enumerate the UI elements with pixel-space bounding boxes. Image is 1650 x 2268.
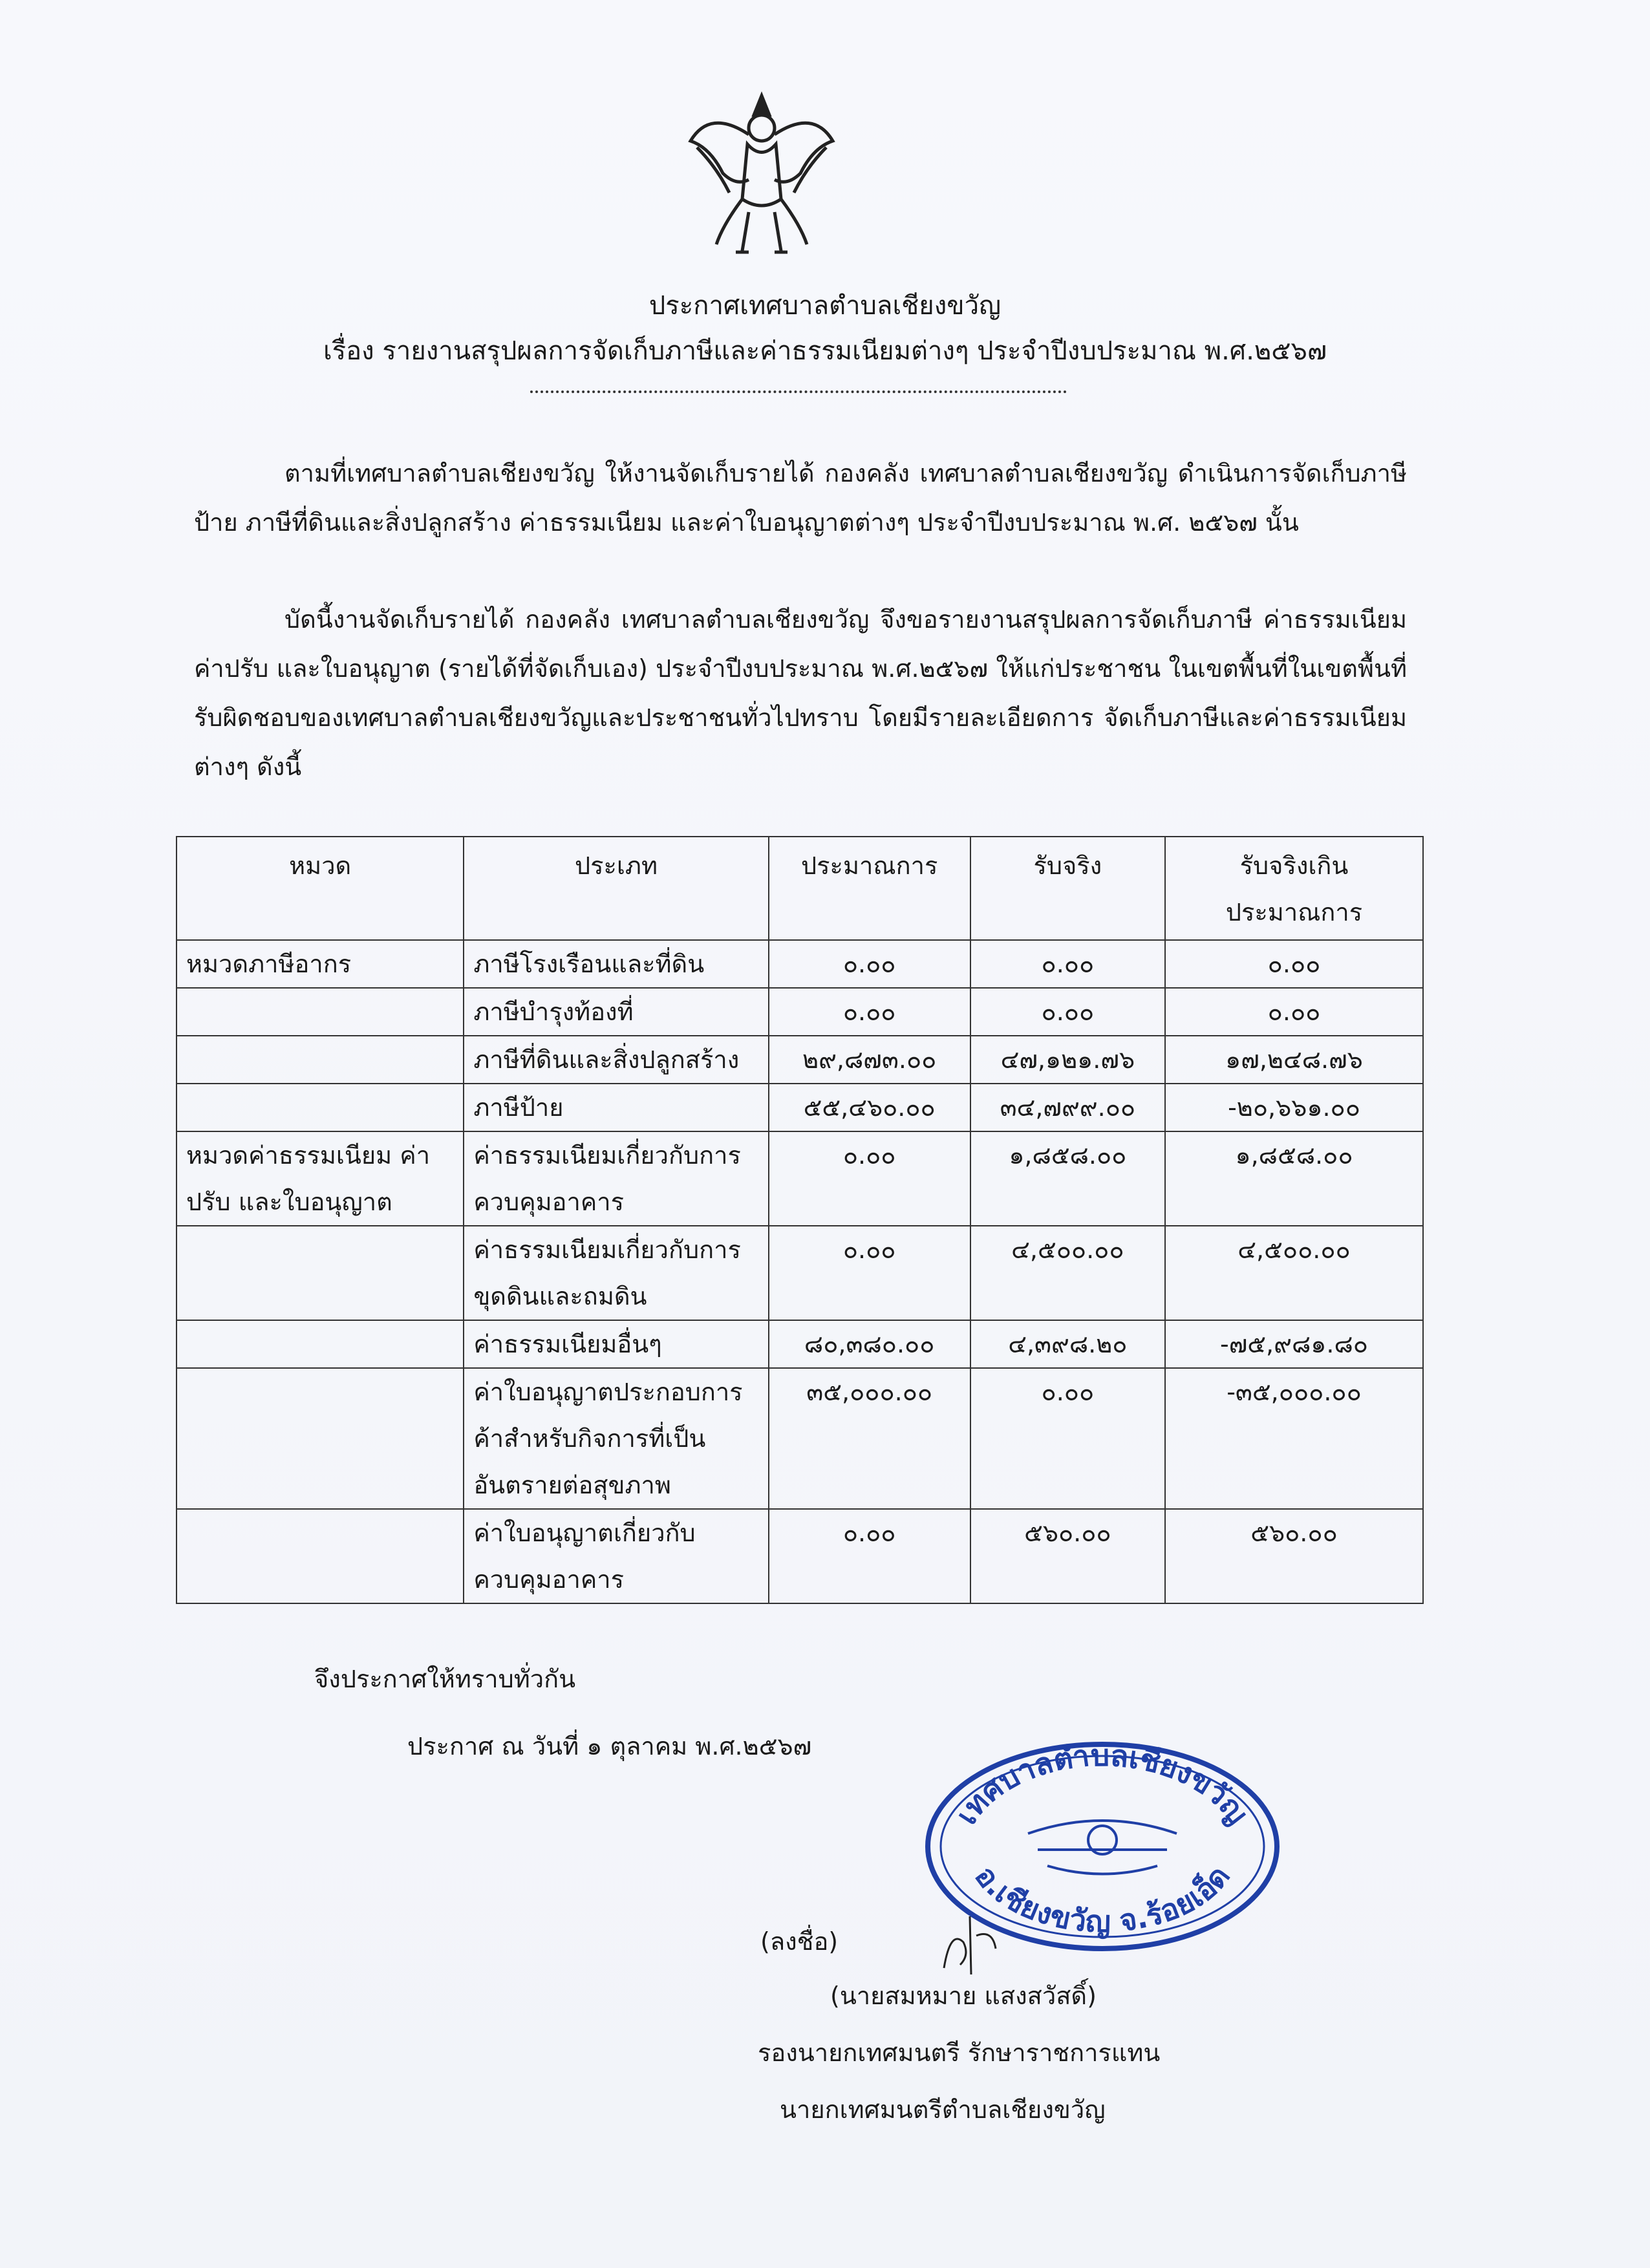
row-type: ภาษีที่ดินและสิ่งปลูกสร้าง [464, 1036, 768, 1084]
row-estimate: ๘๐,๓๘๐.๐๐ [769, 1320, 970, 1368]
table-row [177, 1131, 1423, 1226]
row-estimate: ๐.๐๐ [769, 988, 970, 1036]
body-paragraph-2: บัดนี้งานจัดเก็บรายได้ กองคลัง เทศบาลตำบลเชียงขวัญ จึงขอรายงานสรุปผลการจัดเก็บภาษี ค่าธรรมเนียม ค่าปรับ และใบอนุญาต (รายได้ที่จัดเก็บเอง) ประจำปีงบประมาณ พ.ศ.๒๕๖๗ ให้แก่ประชาชน ในเขตพื้นที่ในเขตพื้นที่รับผิดชอบของเทศบาลตำบลเชียงขวัญและประชาชนทั่วไปทราบ โดยมีรายละเอียดการ จัดเก็บภาษีและค่าธรรมเนียมต่างๆ ดังนี้ [194, 605, 1407, 781]
row-over: -๓๕,๐๐๐.๐๐ [1165, 1368, 1423, 1509]
header-estimate: ประมาณการ [769, 837, 970, 940]
row-category: หมวดค่าธรรมเนียม ค่าปรับ และใบอนุญาต [177, 1131, 464, 1226]
row-category [177, 1509, 464, 1603]
row-estimate: ๓๕,๐๐๐.๐๐ [769, 1368, 970, 1509]
signer-position-1: รองนายกเทศมนตรี รักษาราชการแทน [758, 2038, 1161, 2067]
stamp-bottom-text: อ.เชียงขวัญ จ.ร้อยเอ็ด [968, 1859, 1237, 1940]
row-category [177, 988, 464, 1036]
table-row [177, 1368, 1423, 1509]
table-row [177, 988, 1423, 1036]
announcement-date: ประกาศ ณ วันที่ ๑ ตุลาคม พ.ศ.๒๕๖๗ [407, 1732, 812, 1760]
table-row [177, 940, 1423, 988]
announcement-title: ประกาศเทศบาลตำบลเชียงขวัญ [648, 291, 1002, 321]
handwritten-signature [931, 1903, 1009, 1981]
dotted-divider [530, 390, 1067, 393]
row-type: ภาษีป้าย [464, 1084, 768, 1131]
row-estimate: ๒๙,๘๗๓.๐๐ [769, 1036, 970, 1084]
signer-position-2: นายกเทศมนตรีตำบลเชียงขวัญ [780, 2095, 1106, 2124]
header-over-estimate [1165, 837, 1423, 940]
row-category: หมวดภาษีอากร [177, 940, 464, 988]
row-type: ภาษีโรงเรือนและที่ดิน [464, 940, 768, 988]
row-actual: ๓๔,๗๙๙.๐๐ [970, 1084, 1165, 1131]
row-over: ๕๖๐.๐๐ [1165, 1509, 1423, 1603]
row-actual: ๐.๐๐ [970, 940, 1165, 988]
row-type: ค่าใบอนุญาตประกอบการค้าสำหรับกิจการที่เป็นอันตรายต่อสุขภาพ [464, 1368, 768, 1509]
row-estimate: ๐.๐๐ [769, 1226, 970, 1320]
row-actual: ๔,๕๐๐.๐๐ [970, 1226, 1165, 1320]
header-over-line1: รับจริงเกิน [1239, 851, 1349, 880]
row-over: ๐.๐๐ [1165, 940, 1423, 988]
row-type: ค่าธรรมเนียมเกี่ยวกับการขุดดินและถมดิน [464, 1226, 768, 1320]
row-category [177, 1226, 464, 1320]
row-type: ค่าธรรมเนียมอื่นๆ [464, 1320, 768, 1368]
row-over: ๔,๕๐๐.๐๐ [1165, 1226, 1423, 1320]
row-over: ๑๗,๒๔๘.๗๖ [1165, 1036, 1423, 1084]
row-actual: ๑,๘๕๘.๐๐ [970, 1131, 1165, 1226]
row-estimate: ๐.๐๐ [769, 1131, 970, 1226]
table-row [177, 1084, 1423, 1131]
row-type: ค่าธรรมเนียมเกี่ยวกับการควบคุมอาคาร [464, 1131, 768, 1226]
table-header-row [177, 837, 1423, 940]
table-row [177, 1036, 1423, 1084]
table-row [177, 1226, 1423, 1320]
row-actual: ๕๖๐.๐๐ [970, 1509, 1165, 1603]
row-estimate: ๐.๐๐ [769, 940, 970, 988]
header-type: ประเภท [464, 837, 768, 940]
row-type: ภาษีบำรุงท้องที่ [464, 988, 768, 1036]
signature-label: (ลงชื่อ) [760, 1927, 839, 1956]
table-row [177, 1509, 1423, 1603]
row-type: ค่าใบอนุญาตเกี่ยวกับควบคุมอาคาร [464, 1509, 768, 1603]
row-over: -๗๕,๙๘๑.๘๐ [1165, 1320, 1423, 1368]
revenue-table [176, 836, 1424, 1604]
row-actual: ๐.๐๐ [970, 1368, 1165, 1509]
row-category [177, 1036, 464, 1084]
row-category [177, 1320, 464, 1368]
row-actual: ๐.๐๐ [970, 988, 1165, 1036]
table-row [177, 1320, 1423, 1368]
row-actual: ๔๗,๑๒๑.๗๖ [970, 1036, 1165, 1084]
stamp-top-text: เทศบาลตำบลเชียงขวัญ [948, 1737, 1256, 1831]
header-actual: รับจริง [970, 837, 1165, 940]
header-over-line2: ประมาณการ [1225, 898, 1363, 926]
header-category: หมวด [177, 837, 464, 940]
body-paragraph-1: ตามที่เทศบาลตำบลเชียงขวัญ ให้งานจัดเก็บรายได้ กองคลัง เทศบาลตำบลเชียงขวัญ ดำเนินการจัดเก็บภาษีป้าย ภาษีที่ดินและสิ่งปลูกสร้าง ค่าธรรมเนียม และค่าใบอนุญาตต่างๆ ประจำปีงบประมาณ พ.ศ. ๒๕๖๗ นั้น [194, 459, 1407, 537]
row-actual: ๔,๓๙๘.๒๐ [970, 1320, 1165, 1368]
row-estimate: ๕๕,๔๖๐.๐๐ [769, 1084, 970, 1131]
closing-statement: จึงประกาศให้ทราบทั่วกัน [314, 1665, 576, 1693]
signer-name: (นายสมหมาย แสงสวัสดิ์) [830, 1982, 1097, 2010]
announcement-subject: เรื่อง รายงานสรุปผลการจัดเก็บภาษีและค่าธรรมเนียมต่างๆ ประจำปีงบประมาณ พ.ศ.๒๕๖๗ [323, 336, 1327, 366]
row-over: ๐.๐๐ [1165, 988, 1423, 1036]
garuda-emblem-icon [671, 83, 852, 264]
row-estimate: ๐.๐๐ [769, 1509, 970, 1603]
row-over: -๒๐,๖๖๑.๐๐ [1165, 1084, 1423, 1131]
row-category [177, 1084, 464, 1131]
row-over: ๑,๘๕๘.๐๐ [1165, 1131, 1423, 1226]
stamp-emblem-icon [1028, 1821, 1177, 1874]
row-category [177, 1368, 464, 1509]
